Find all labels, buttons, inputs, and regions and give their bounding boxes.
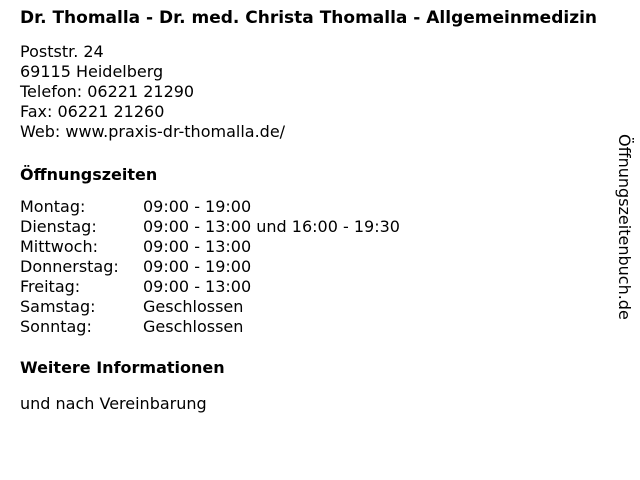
time-value: 09:00 - 13:00 (143, 277, 252, 296)
listing-card (20, 8, 610, 414)
opening-hours-table (20, 197, 610, 337)
city-line: 69115 Heidelberg (20, 62, 164, 81)
day-label: Sonntag: (20, 317, 92, 336)
opening-hours-heading: Öffnungszeiten (20, 165, 158, 184)
time-value: Geschlossen (143, 317, 244, 336)
hours-row-thursday (20, 257, 610, 277)
phone-line: Telefon: 06221 21290 (20, 82, 195, 101)
more-info-heading: Weitere Informationen (20, 358, 225, 377)
time-value: 09:00 - 19:00 (143, 197, 252, 216)
hours-row-friday (20, 277, 610, 297)
day-label: Montag: (20, 197, 86, 216)
web-line: Web: www.praxis-dr-thomalla.de/ (20, 122, 286, 141)
day-label: Donnerstag: (20, 257, 119, 276)
page-title: Dr. Thomalla - Dr. med. Christa Thomalla - Allgemeinmedizin (20, 8, 598, 28)
time-value: 09:00 - 19:00 (143, 257, 252, 276)
hours-row-tuesday (20, 217, 610, 237)
hours-row-sunday (20, 317, 610, 337)
brand-watermark: Öffnungszeitenbuch.de (615, 134, 634, 320)
street-line: Poststr. 24 (20, 42, 104, 61)
more-info-text: und nach Vereinbarung (20, 394, 207, 413)
day-label: Freitag: (20, 277, 81, 296)
hours-row-monday (20, 197, 610, 217)
time-value: Geschlossen (143, 297, 244, 316)
day-label: Mittwoch: (20, 237, 98, 256)
hours-row-saturday (20, 297, 610, 317)
address-block (20, 42, 610, 142)
day-label: Samstag: (20, 297, 96, 316)
day-label: Dienstag: (20, 217, 97, 236)
hours-row-wednesday (20, 237, 610, 257)
time-value: 09:00 - 13:00 (143, 237, 252, 256)
time-value: 09:00 - 13:00 und 16:00 - 19:30 (143, 217, 400, 236)
fax-line: Fax: 06221 21260 (20, 102, 165, 121)
